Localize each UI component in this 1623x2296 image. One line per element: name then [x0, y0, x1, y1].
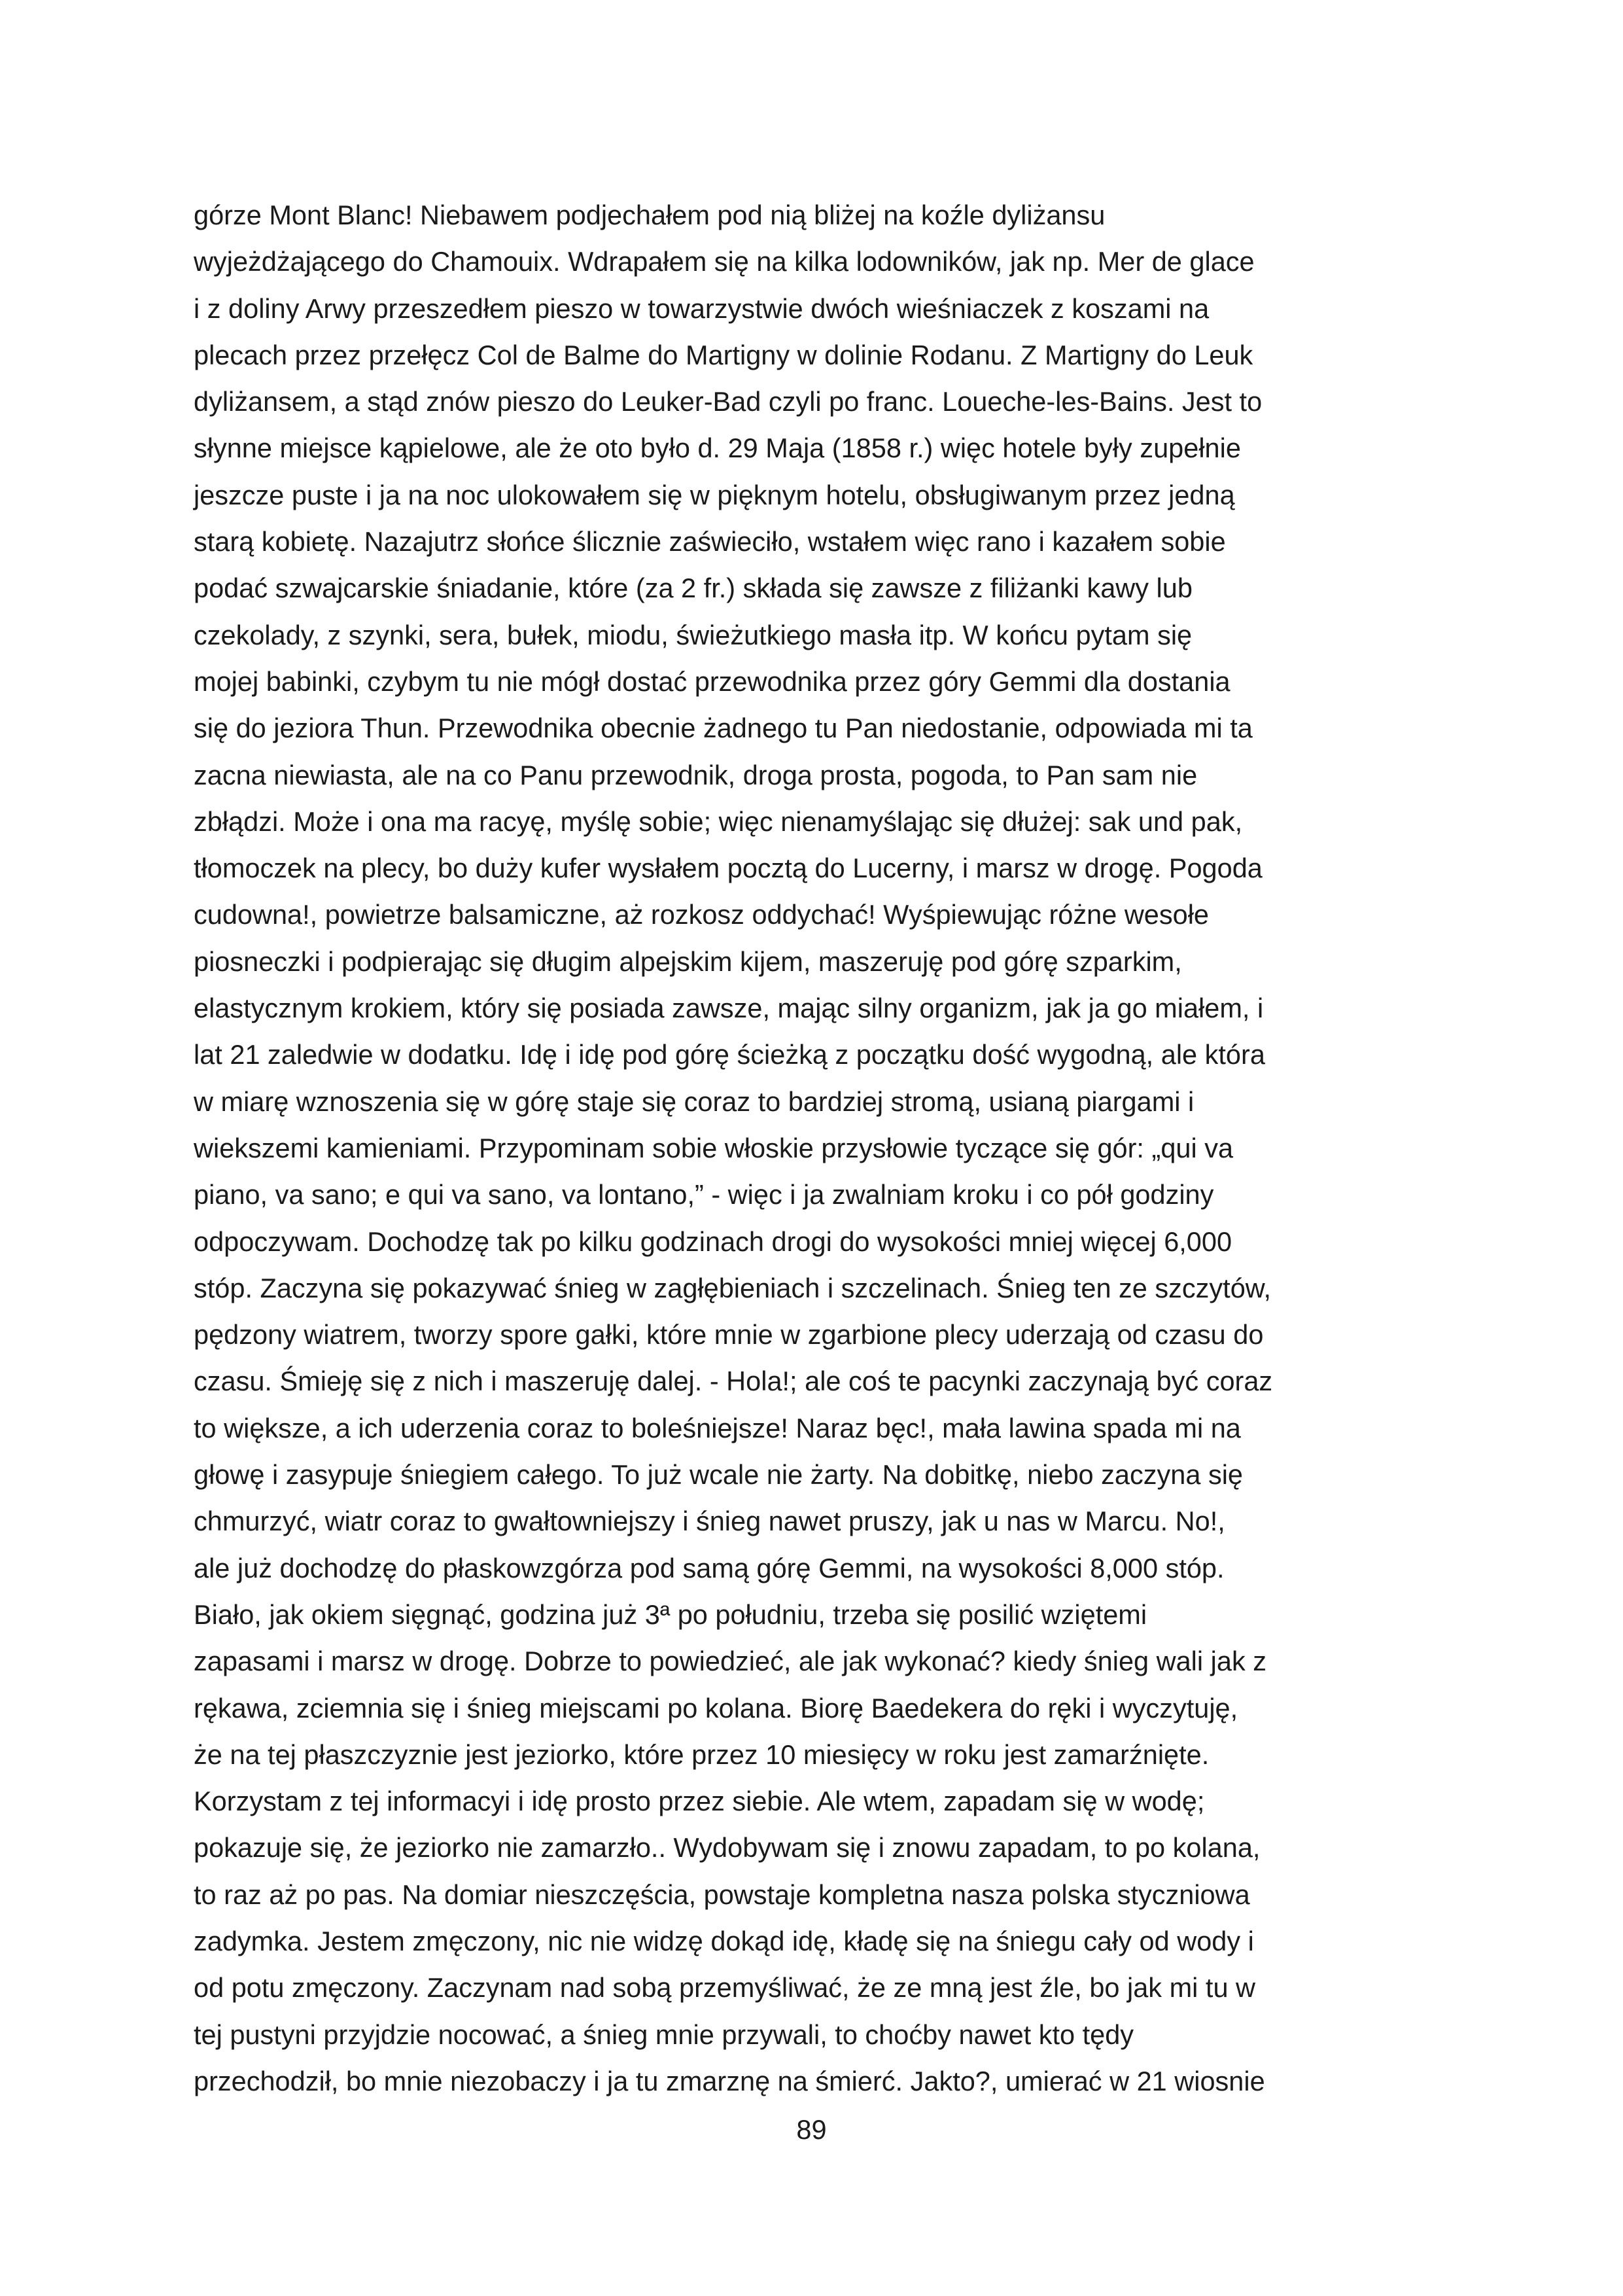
text-line: zadymka. Jestem zmęczony, nic nie widzę dokąd idę, kładę się na śniegu cały od wody i	[194, 1925, 1254, 1956]
text-line: mojej babinki, czybym tu nie mógł dostać przewodnika przez góry Gemmi dla dostania	[194, 665, 1230, 697]
text-line: zbłądzi. Może i ona ma racyę, myślę sobie; więc nienamyślając się dłużej: sak und pak,	[194, 805, 1243, 837]
text-line: podać szwajcarskie śniadanie, które (za 2 fr.) składa się zawsze z filiżanki kawy lub	[194, 573, 1193, 604]
text-line: i z doliny Arwy przeszedłem pieszo w towarzystwie dwóch wieśniaczek z koszami na	[194, 292, 1210, 324]
text-line: to raz aż po pas. Na domiar nieszczęścia, powstaje kompletna nasza polska styczniowa	[194, 1879, 1250, 1910]
text-line: zacna niewiasta, ale na co Panu przewodnik, droga prosta, pogoda, to Pan sam nie	[194, 759, 1198, 790]
page-number: 89	[796, 2114, 827, 2145]
text-line: czekolady, z szynki, sera, bułek, miodu, świeżutkiego masła itp. W końcu pytam się	[194, 619, 1193, 650]
text-line: to większe, a ich uderzenia coraz to boleśniejsze! Naraz bęc!, mała lawina spada mi na	[194, 1412, 1241, 1443]
text-line: przechodził, bo mnie niezobaczy i ja tu zmarznę na śmierć. Jakto?, umierać w 21 wiosnie	[194, 2065, 1265, 2096]
text-line: że na tej płaszczyznie jest jeziorko, które przez 10 miesięcy w roku jest zamarźnięte.	[194, 1739, 1210, 1770]
text-line: chmurzyć, wiatr coraz to gwałtowniejszy i śnieg nawet pruszy, jak u nas w Marcu. No!,	[194, 1506, 1225, 1537]
text-line: tej pustyni przyjdzie nocować, a śnieg mnie przywali, to choćby nawet kto tędy	[194, 2019, 1134, 2050]
text-line: cudowna!, powietrze balsamiczne, aż rozkosz oddychać! Wyśpiewując różne wesołe	[194, 899, 1209, 930]
text-line: ale już dochodzę do płaskowzgórza pod samą górę Gemmi, na wysokości 8,000 stóp.	[194, 1552, 1225, 1583]
text-line: elastycznym krokiem, który się posiada zawsze, mając silny organizm, jak ja go miałem, i	[194, 993, 1264, 1024]
text-line: w miarę wznoszenia się w górę staje się coraz to bardziej stromą, usianą piargami i	[194, 1086, 1195, 1117]
text-line: starą kobietę. Nazajutrz słońce ślicznie zaświeciło, wstałem więc rano i kazałem sobie	[194, 526, 1226, 557]
text-line: wyjeżdżającego do Chamouix. Wdrapałem się na kilka lodowników, jak np. Mer de glace	[194, 246, 1255, 277]
text-line: piosneczki i podpierając się długim alpejskim kijem, maszeruję pod górę szparkim,	[194, 945, 1182, 977]
text-line: Korzystam z tej informacyi i idę prosto przez siebie. Ale wtem, zapadam się w wodę;	[194, 1786, 1205, 1817]
text-line: dyliżansem, a stąd znów pieszo do Leuker-Bad czyli po franc. Loueche-les-Bains. Jest to	[194, 386, 1263, 417]
text-line: stóp. Zaczyna się pokazywać śnieg w zagłębieniach i szczelinach. Śnieg ten ze szczytów,	[194, 1272, 1271, 1303]
text-line: odpoczywam. Dochodzę tak po kilku godzinach drogi do wysokości mniej więcej 6,000	[194, 1226, 1232, 1257]
body-text	[194, 192, 1437, 2104]
text-line: tłomoczek na plecy, bo duży kufer wysłałem pocztą do Lucerny, i marsz w drogę. Pogoda	[194, 853, 1263, 884]
text-line: plecach przez przełęcz Col de Balme do Martigny w dolinie Rodanu. Z Martigny do Leuk	[194, 339, 1253, 370]
text-line: pędzony wiatrem, tworzy spore gałki, które mnie w zgarbione plecy uderzają od czasu do	[194, 1319, 1264, 1351]
text-line: Biało, jak okiem sięgnąć, godzina już 3ª po południu, trzeba się posilić wziętemi	[194, 1598, 1147, 1630]
text-line: czasu. Śmieję się z nich i maszeruję dalej. - Hola!; ale coś te pacynki zaczynają być coraz	[194, 1366, 1273, 1397]
text-line: górze Mont Blanc! Niebawem podjechałem pod nią bliżej na koźle dyliżansu	[194, 200, 1106, 230]
text-line: piano, va sano; e qui va sano, va lontano,” - więc i ja zwalniam kroku i co pół godziny	[194, 1179, 1214, 1210]
text-line: wiekszemi kamieniami. Przypominam sobie włoskie przysłowie tyczące się gór: „qui va	[194, 1132, 1234, 1163]
text-line: głowę i zasypuje śniegiem całego. To już wcale nie żarty. Na dobitkę, niebo zaczyna się	[194, 1459, 1243, 1491]
text-line: zapasami i marsz w drogę. Dobrze to powiedzieć, ale jak wykonać? kiedy śnieg wali jak z	[194, 1646, 1266, 1677]
text-line: od potu zmęczony. Zaczynam nad sobą przemyśliwać, że ze mną jest źle, bo jak mi tu w	[194, 1972, 1256, 2004]
text-line: słynne miejsce kąpielowe, ale że oto było d. 29 Maja (1858 r.) więc hotele były zupełnie	[194, 433, 1241, 464]
text-line: jeszcze puste i ja na noc ulokowałem się w pięknym hotelu, obsługiwanym przez jedną	[194, 479, 1235, 510]
text-line: lat 21 zaledwie w dodatku. Idę i idę pod górę ścieżką z początku dość wygodną, ale która	[194, 1039, 1265, 1070]
text-line: pokazuje się, że jeziorko nie zamarzło.. Wydobywam się i znowu zapadam, to po kolana,	[194, 1832, 1261, 1863]
text-line: się do jeziora Thun. Przewodnika obecnie żadnego tu Pan niedostanie, odpowiada mi ta	[194, 713, 1253, 744]
text-line: rękawa, zciemnia się i śnieg miejscami po kolana. Biorę Baedekera do ręki i wyczytuję,	[194, 1692, 1238, 1723]
